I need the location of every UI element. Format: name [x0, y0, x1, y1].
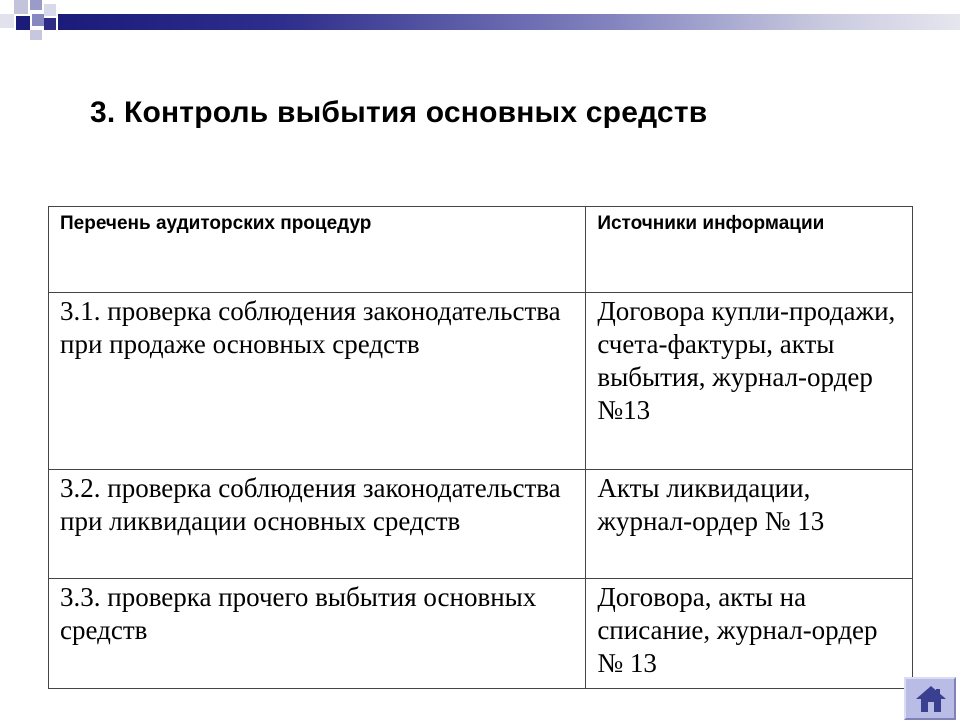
deco-square — [14, 0, 28, 14]
table-row — [49, 470, 913, 579]
procedure-cell: 3.1. проверка соблюдения законодательства при продаже основных средств — [49, 293, 586, 470]
source-cell: Договора, акты на списание, журнал-ордер № 13 — [586, 579, 913, 689]
deco-square — [44, 18, 56, 30]
table-row — [49, 293, 913, 470]
deco-square — [44, 4, 56, 16]
deco-square — [30, 30, 42, 40]
home-button[interactable] — [904, 677, 956, 720]
deco-square — [16, 16, 30, 30]
header-procedures: Перечень аудиторских процедур — [49, 207, 586, 293]
slide-title: 3. Контроль выбытия основных средств — [90, 96, 708, 129]
procedure-cell: 3.3. проверка прочего выбытия основных средств — [49, 579, 586, 689]
source-cell: Акты ликвидации, журнал-ордер № 13 — [586, 470, 913, 579]
header-decoration — [0, 0, 960, 40]
deco-square — [32, 14, 44, 26]
table-row — [49, 579, 913, 689]
table-header-row — [49, 207, 913, 293]
deco-square — [30, 0, 42, 10]
deco-square — [0, 14, 14, 28]
header-gradient-bar — [58, 14, 960, 30]
header-sources: Источники информации — [586, 207, 913, 293]
procedure-cell: 3.2. проверка соблюдения законодательства при ликвидации основных средств — [49, 470, 586, 579]
audit-table — [48, 206, 913, 689]
source-cell: Договора купли-продажи, счета-фактуры, акты выбытия, журнал-ордер №13 — [586, 293, 913, 470]
home-icon — [914, 684, 948, 714]
